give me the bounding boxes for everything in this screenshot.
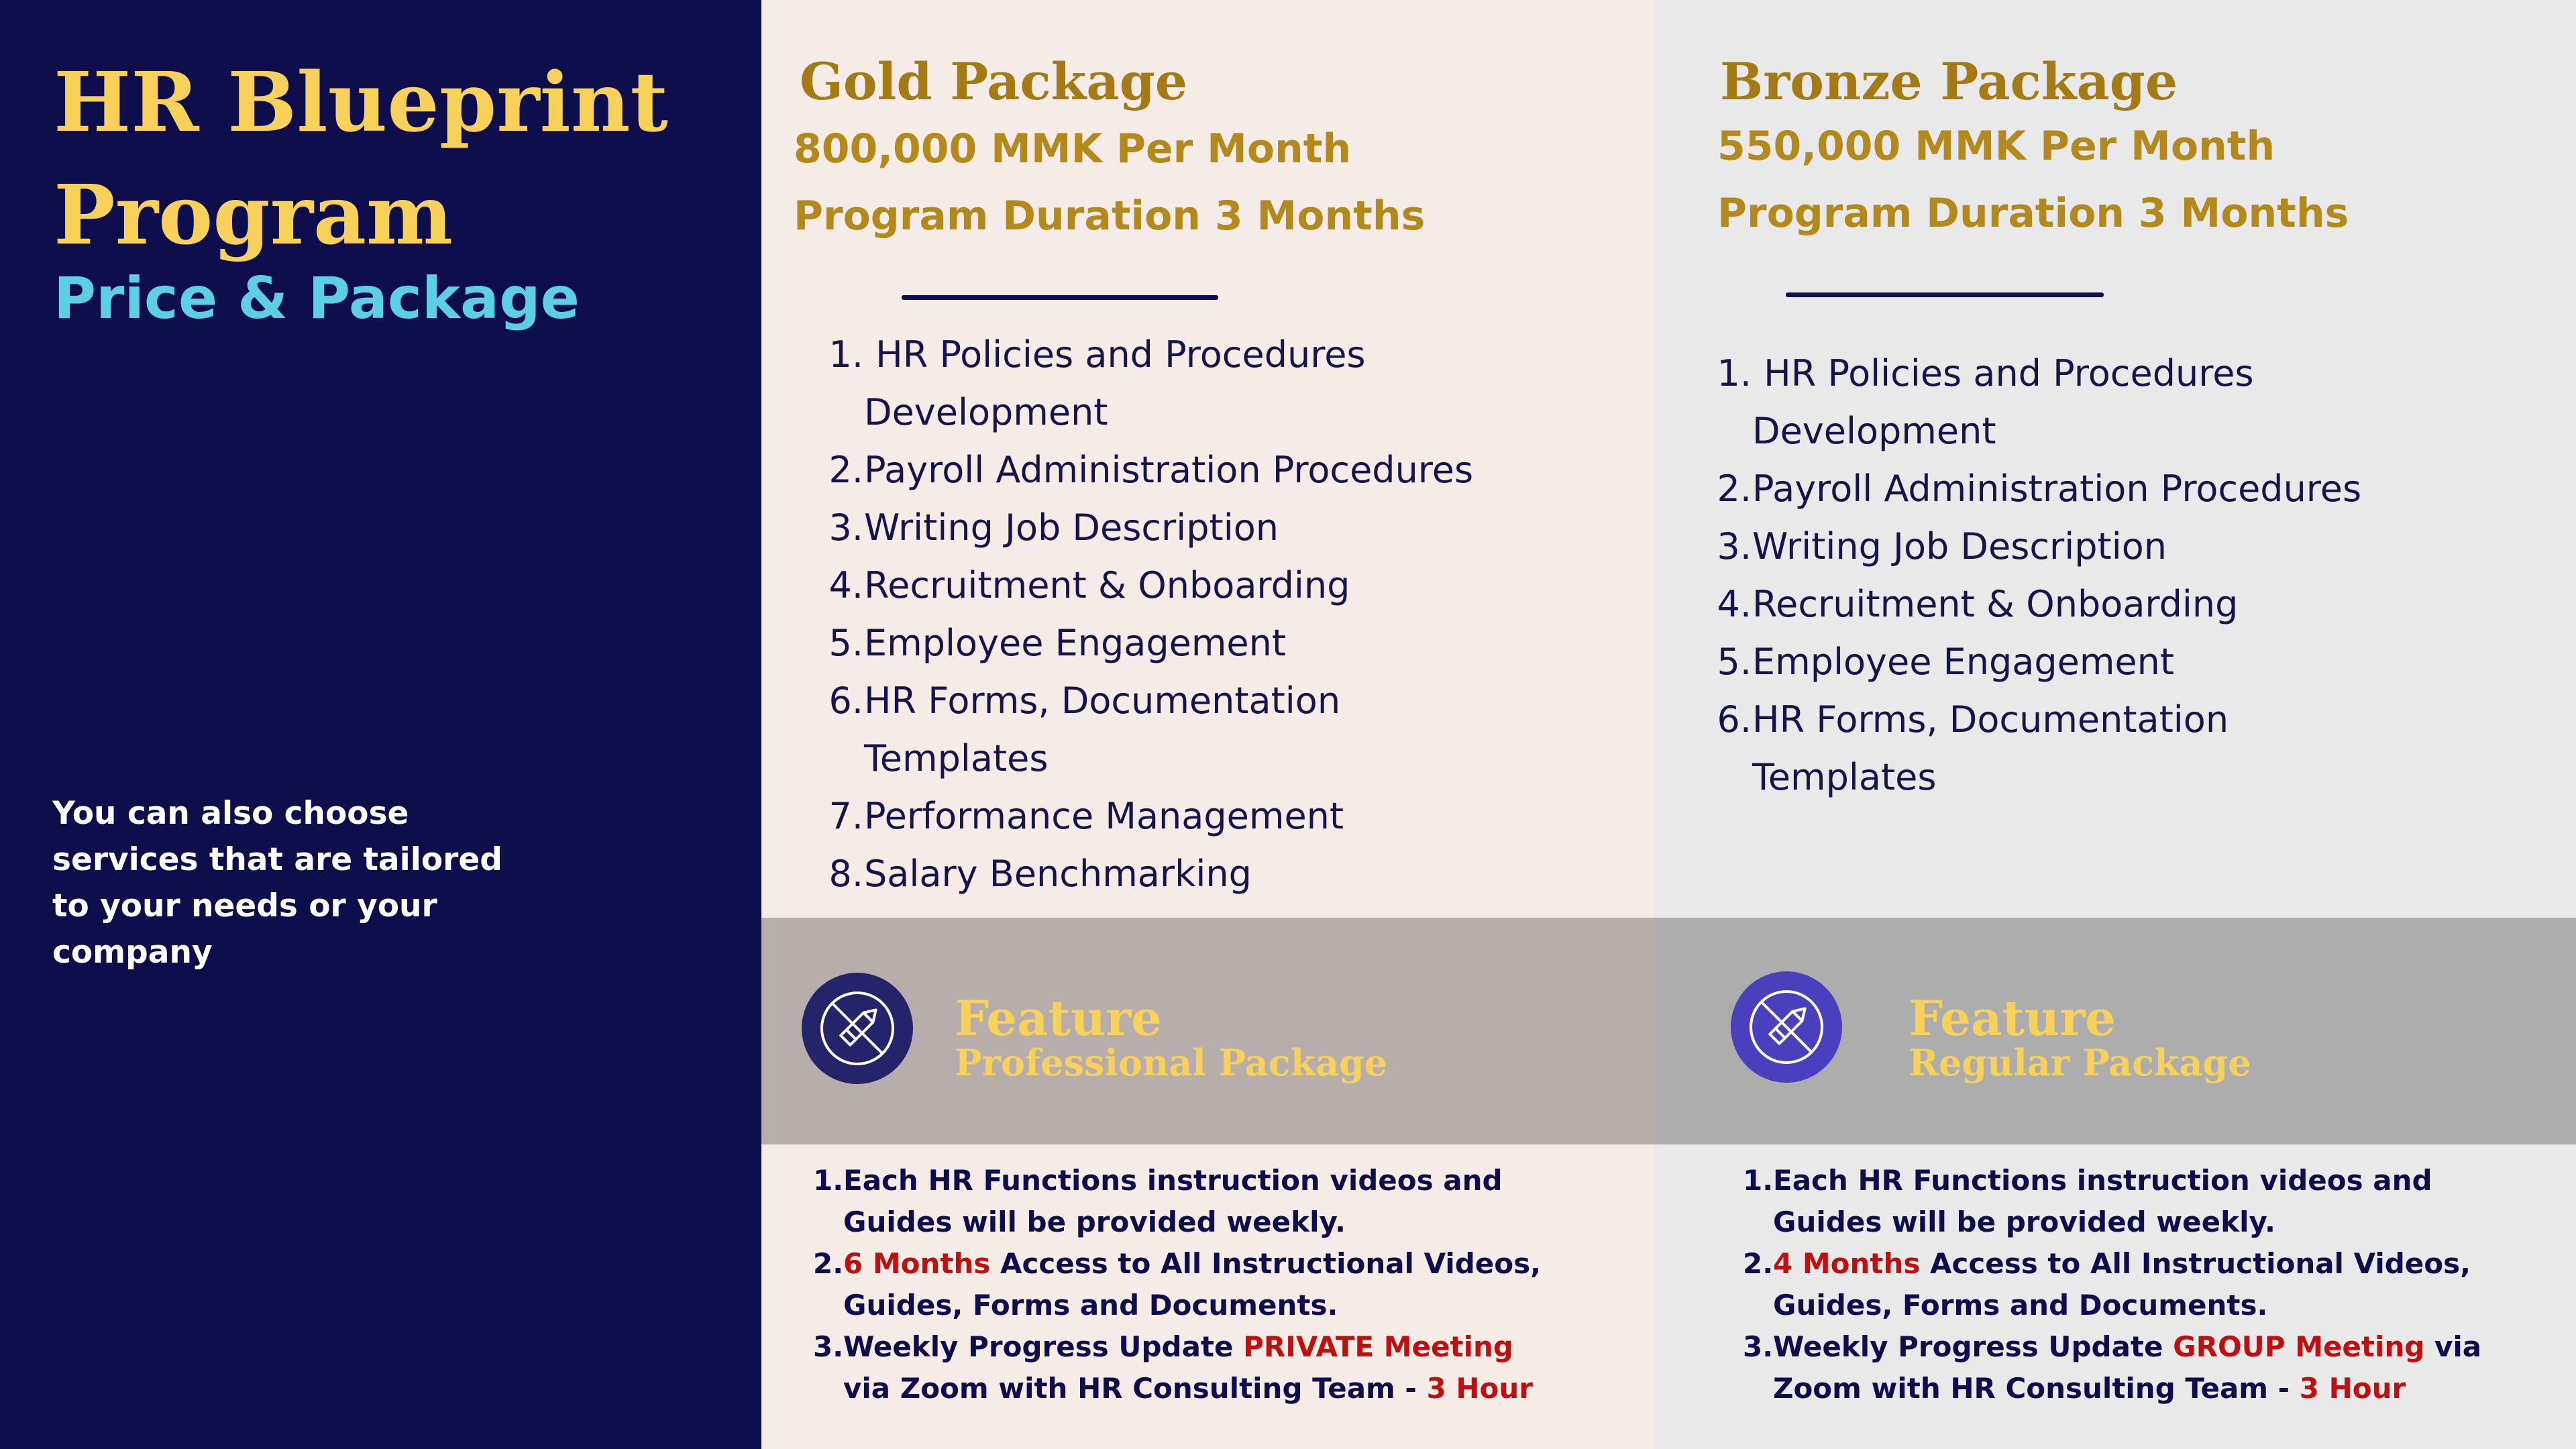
gold-services-list <box>826 326 1473 903</box>
feature-number: 3. <box>1743 1330 1774 1363</box>
bronze-service-item <box>1715 402 2361 460</box>
feature-highlight: GROUP Meeting <box>2173 1330 2425 1363</box>
tailored-services-note: You can also choose services that are tailored to your needs or your company <box>52 795 502 971</box>
feature-text <box>1772 1326 2481 1409</box>
bronze-package-duration: Program Duration 3 Months <box>1717 190 2349 237</box>
gold-service-item <box>826 614 1473 672</box>
feature-number: 1. <box>813 1164 844 1197</box>
gold-feature-band <box>761 918 1655 1144</box>
bronze-service-item <box>1715 518 2361 576</box>
bronze-feature-title: Feature <box>1909 989 2116 1046</box>
feature-number: 2. <box>1743 1247 1774 1280</box>
item-number: 2. <box>1717 468 1752 510</box>
bronze-feature-item <box>1743 1243 2481 1326</box>
bronze-feature-band <box>1655 918 2576 1144</box>
item-text: Templates <box>1752 756 1937 798</box>
feature-highlight: 6 Months <box>843 1247 991 1280</box>
feature-text <box>843 1326 1533 1409</box>
item-number: 3. <box>1717 525 1752 568</box>
bronze-divider <box>1786 292 2104 297</box>
bronze-package-title: Bronze Package <box>1720 52 2178 111</box>
feature-text-part: Access to All Instructional Videos, Guides, Forms and Documents. <box>1773 1247 2471 1322</box>
bronze-service-item <box>1715 576 2361 633</box>
gold-features-list <box>813 1160 1541 1409</box>
feature-highlight: 3 Hour <box>1426 1372 1533 1405</box>
item-number: 5. <box>828 622 863 664</box>
bronze-services-list <box>1715 345 2361 806</box>
gold-package-title: Gold Package <box>800 52 1188 111</box>
item-text: HR Forms, Documentation <box>864 680 1341 722</box>
bronze-service-item <box>1715 691 2361 749</box>
gold-service-item <box>826 499 1473 557</box>
gold-feature-item <box>813 1243 1541 1326</box>
bronze-feature-item <box>1743 1160 2481 1243</box>
item-number: 5. <box>1717 641 1752 683</box>
item-text: Writing Job Description <box>1752 525 2167 568</box>
pencil-badge-icon <box>1731 971 1842 1083</box>
feature-text-part: Each HR Functions instruction videos and Guides will be provided weekly. <box>1773 1164 2432 1238</box>
feature-text <box>843 1243 1541 1326</box>
item-number <box>1715 749 1752 806</box>
bronze-service-item <box>1715 345 2361 402</box>
bronze-feature-subtitle: Regular Package <box>1909 1041 2251 1084</box>
item-text: Performance Management <box>864 795 1344 837</box>
item-text: Employee Engagement <box>1752 641 2175 683</box>
feature-number: 2. <box>813 1247 844 1280</box>
gold-package-price: 800,000 MMK Per Month <box>794 125 1352 172</box>
item-text: HR Policies and Procedures <box>1752 352 2254 394</box>
gold-service-item <box>826 730 1473 788</box>
item-text: Recruitment & Onboarding <box>864 564 1350 606</box>
bronze-service-item <box>1715 749 2361 806</box>
item-text: Payroll Administration Procedures <box>864 449 1474 491</box>
item-number: 8. <box>828 853 863 895</box>
feature-text-part: Weekly Progress Update <box>1773 1330 2174 1363</box>
item-text: Recruitment & Onboarding <box>1752 583 2239 625</box>
feature-highlight: 3 Hour <box>2299 1372 2406 1405</box>
item-text: Development <box>864 391 1108 433</box>
item-number <box>1715 402 1752 460</box>
item-text: Templates <box>864 737 1049 780</box>
item-text: Writing Job Description <box>864 506 1279 549</box>
item-number: 4. <box>828 564 863 606</box>
gold-service-item <box>826 788 1473 845</box>
feature-number: 1. <box>1743 1164 1774 1197</box>
gold-feature-title: Feature <box>955 989 1162 1046</box>
feature-highlight: PRIVATE Meeting <box>1243 1330 1513 1363</box>
bronze-service-item <box>1715 633 2361 691</box>
item-text: Salary Benchmarking <box>864 853 1252 895</box>
gold-service-item <box>826 557 1473 614</box>
item-number <box>826 730 863 788</box>
left-panel <box>0 0 761 1449</box>
bronze-service-item <box>1715 460 2361 518</box>
gold-service-item <box>826 441 1473 499</box>
item-number: 3. <box>828 506 863 549</box>
gold-feature-item <box>813 1160 1541 1243</box>
program-title: HR Blueprint Program <box>54 54 668 263</box>
gold-service-item <box>826 384 1473 441</box>
item-text: HR Forms, Documentation <box>1752 698 2229 741</box>
program-subtitle: Price & Package <box>54 265 580 332</box>
gold-feature-item <box>813 1326 1541 1409</box>
item-text: HR Policies and Procedures <box>864 333 1366 376</box>
feature-highlight: 4 Months <box>1773 1247 1921 1280</box>
item-number: 2. <box>828 449 863 491</box>
item-number: 6. <box>828 680 863 722</box>
feature-text-part: Access to All Instructional Videos, Guides, Forms and Documents. <box>843 1247 1542 1322</box>
gold-service-item <box>826 672 1473 730</box>
item-number: 7. <box>828 795 863 837</box>
item-text: Payroll Administration Procedures <box>1752 468 2362 510</box>
item-number: 6. <box>1717 698 1752 741</box>
item-number: 1. <box>828 333 863 376</box>
item-number: 4. <box>1717 583 1752 625</box>
feature-number: 3. <box>813 1330 844 1363</box>
item-number: 1. <box>1717 352 1752 394</box>
feature-text <box>843 1160 1503 1243</box>
gold-service-item <box>826 845 1473 903</box>
bronze-package-price: 550,000 MMK Per Month <box>1717 123 2275 170</box>
feature-text-part: Weekly Progress Update <box>843 1330 1244 1363</box>
bronze-features-list <box>1743 1160 2481 1409</box>
gold-feature-subtitle: Professional Package <box>955 1041 1388 1084</box>
feature-text <box>1772 1160 2432 1243</box>
feature-text-part: Each HR Functions instruction videos and Guides will be provided weekly. <box>843 1164 1503 1238</box>
gold-package-duration: Program Duration 3 Months <box>794 193 1426 239</box>
pencil-badge-icon <box>802 973 913 1084</box>
item-text: Employee Engagement <box>864 622 1287 664</box>
bronze-feature-item <box>1743 1326 2481 1409</box>
item-text: Development <box>1752 410 1996 452</box>
feature-text <box>1772 1243 2471 1326</box>
gold-service-item <box>826 326 1473 384</box>
gold-divider <box>902 295 1218 300</box>
feature-text-part: via Zoom with HR Consulting Team - <box>1773 1330 2482 1405</box>
item-number <box>826 384 863 441</box>
feature-text-part: via Zoom with HR Consulting Team - <box>843 1372 1417 1405</box>
